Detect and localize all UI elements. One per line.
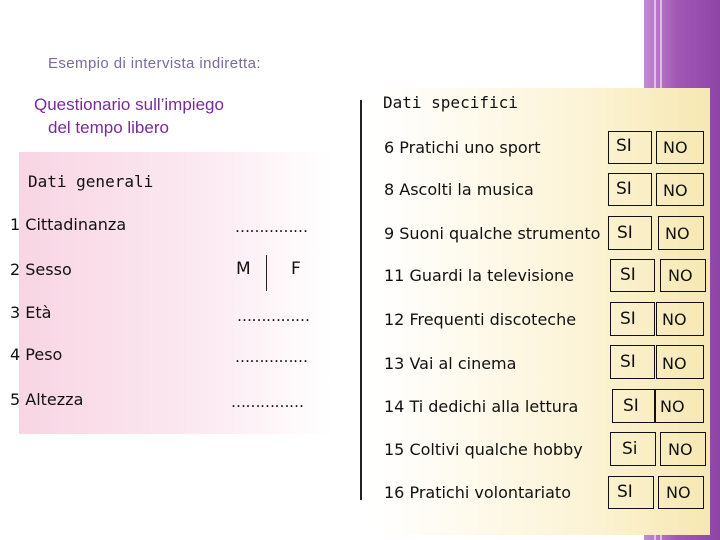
answer-no-box — [654, 389, 704, 423]
answer-yes-box — [612, 389, 656, 423]
general-item-label: 4 Peso — [10, 345, 63, 364]
specific-item-label: 6 Pratichi uno sport — [384, 138, 541, 157]
answer-yes-box — [608, 476, 654, 509]
answer-yes-box — [608, 173, 652, 206]
option-f[interactable]: F — [291, 259, 301, 279]
answer-yes[interactable]: SI — [617, 482, 633, 502]
answer-yes[interactable]: SI — [616, 179, 632, 199]
answer-no-box — [656, 173, 704, 206]
panel-divider — [360, 100, 362, 500]
answer-no[interactable]: NO — [662, 354, 687, 373]
answer-yes[interactable]: SI — [620, 352, 636, 372]
slide-title: Esempio di intervista indiretta: — [48, 55, 261, 72]
answer-yes-box — [610, 302, 655, 336]
answer-blank[interactable]: …………… — [237, 307, 310, 325]
specific-item-label: 14 Ti dedichi alla lettura — [384, 397, 579, 416]
specific-item-label: 13 Vai al cinema — [384, 354, 517, 373]
answer-blank[interactable]: …………… — [231, 393, 304, 411]
answer-no[interactable]: NO — [662, 310, 687, 329]
specific-item-label: 15 Coltivi qualche hobby — [384, 440, 583, 459]
answer-yes-box — [610, 345, 655, 379]
answer-no-box — [658, 216, 704, 250]
answer-yes[interactable]: SI — [620, 265, 636, 285]
answer-yes-box — [608, 131, 652, 164]
answer-blank[interactable]: …………… — [235, 348, 308, 366]
questionnaire-title-line1: Questionario sull’impiego — [34, 95, 224, 114]
answer-yes[interactable]: SI — [616, 136, 632, 156]
answer-blank[interactable]: …………… — [235, 218, 308, 236]
separator — [266, 255, 267, 291]
specific-item-label: 9 Suoni qualche strumento — [384, 224, 601, 243]
specific-data-heading: Dati specifici — [383, 93, 518, 112]
answer-yes[interactable]: SI — [617, 223, 633, 243]
answer-yes[interactable]: SI — [620, 309, 636, 329]
answer-no[interactable]: NO — [660, 397, 685, 416]
general-item-label: 1 Cittadinanza — [10, 215, 127, 234]
answer-no[interactable]: NO — [666, 483, 691, 502]
questionnaire-title-line2: del tempo libero — [48, 118, 169, 137]
general-item-label: 5 Altezza — [10, 390, 84, 409]
specific-item-label: 12 Frequenti discoteche — [384, 310, 577, 329]
answer-no-box — [658, 476, 704, 509]
answer-no[interactable]: NO — [665, 224, 690, 243]
answer-yes-box — [608, 216, 652, 250]
answer-no-box — [656, 302, 704, 336]
specific-item-label: 11 Guardi la televisione — [384, 266, 574, 285]
answer-no-box — [656, 131, 704, 164]
answer-yes[interactable]: Si — [622, 439, 638, 459]
answer-yes-box — [610, 432, 656, 466]
answer-no-box — [660, 259, 706, 292]
general-item-label: 3 Età — [10, 303, 52, 322]
answer-no[interactable]: NO — [663, 138, 688, 157]
option-m[interactable]: M — [236, 259, 251, 279]
answer-no[interactable]: NO — [668, 266, 693, 285]
answer-no-box — [660, 432, 706, 466]
answer-no[interactable]: NO — [668, 440, 693, 459]
specific-item-label: 8 Ascolti la musica — [384, 180, 534, 199]
general-item-label: 2 Sesso — [10, 260, 72, 279]
answer-yes-box — [610, 259, 655, 292]
general-data-heading: Dati generali — [28, 172, 154, 191]
answer-yes[interactable]: SI — [623, 396, 639, 416]
questionnaire-title — [34, 93, 224, 139]
answer-no-box — [656, 345, 704, 379]
answer-no[interactable]: NO — [663, 181, 688, 200]
specific-item-label: 16 Pratichi volontariato — [384, 483, 571, 502]
